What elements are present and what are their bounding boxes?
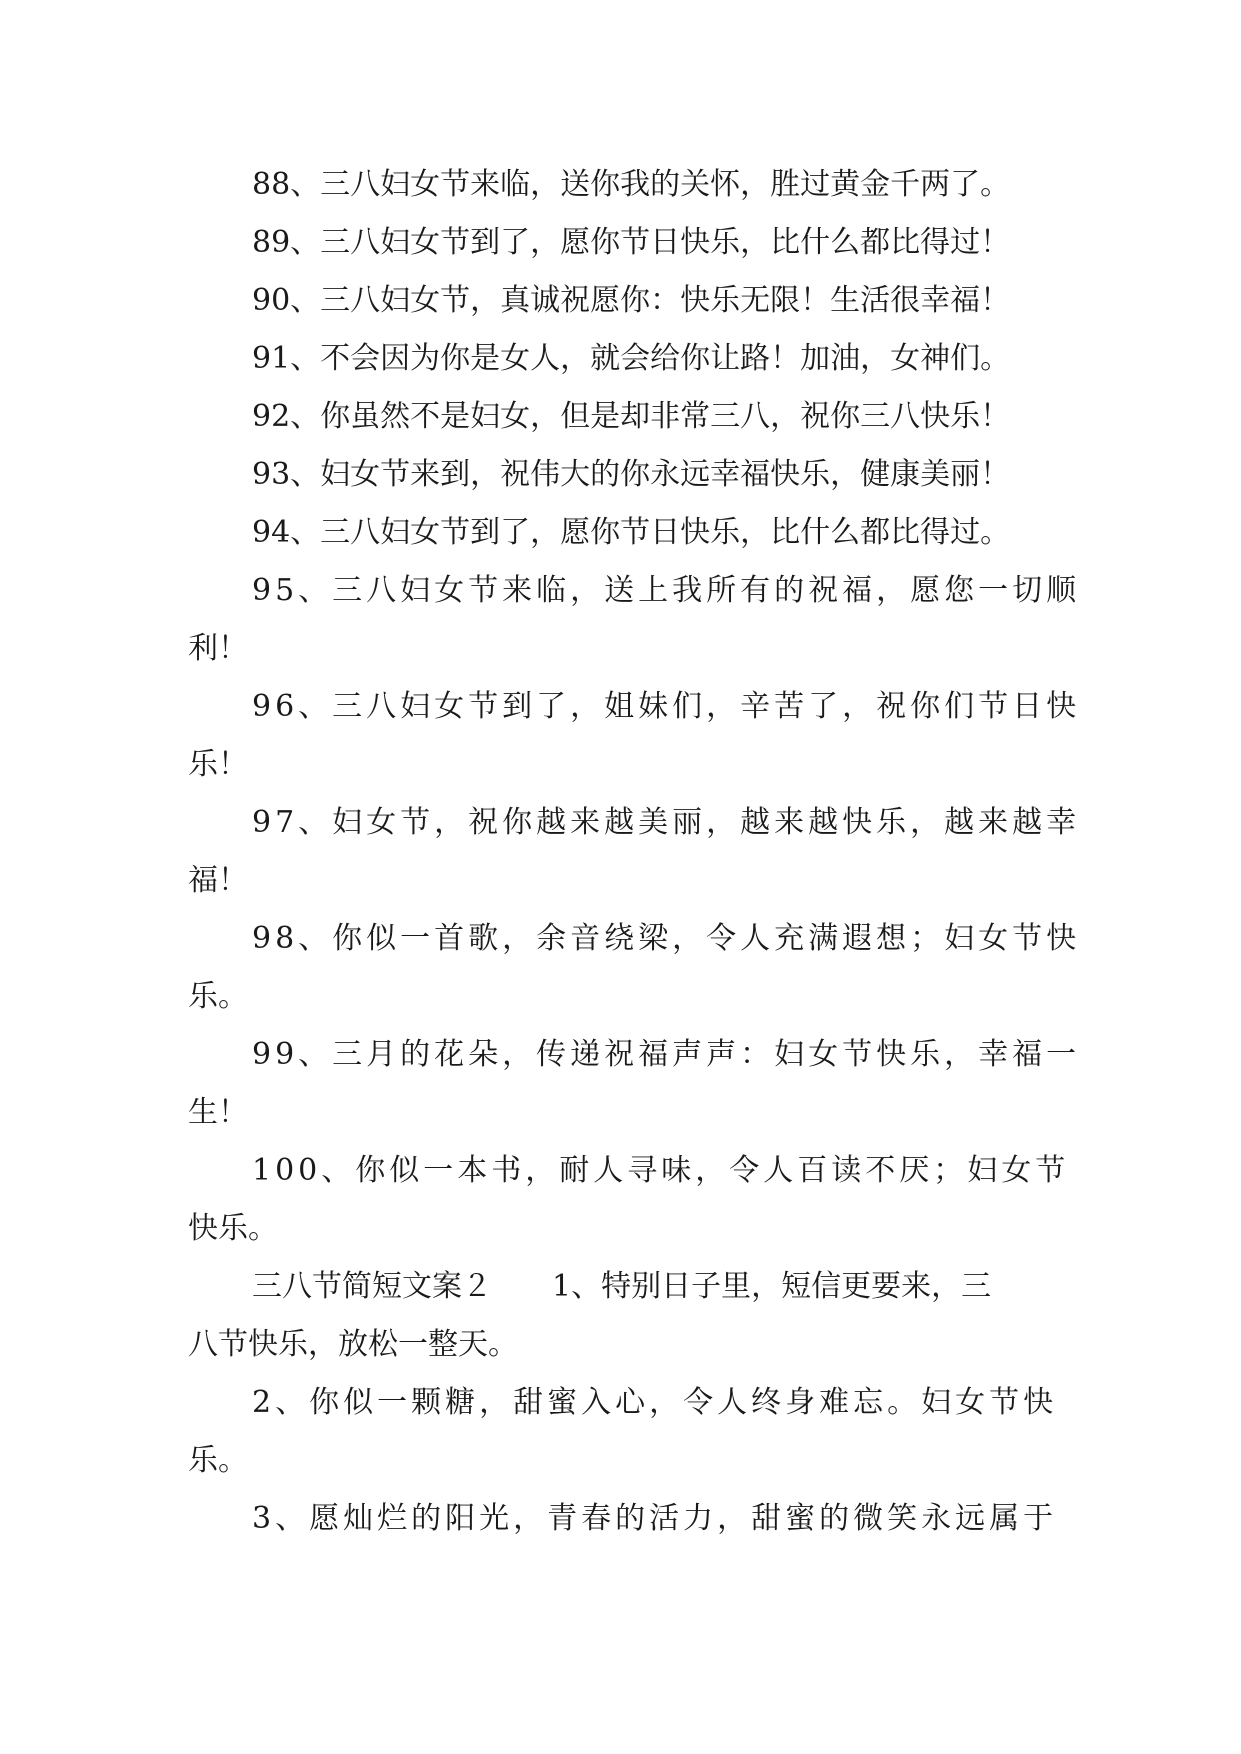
paragraph [188, 1374, 1056, 1490]
paragraph-line: 八节快乐，放松一整天。 [188, 1327, 518, 1362]
paragraph-line: 97、妇女节，祝你越来越美丽，越来越快乐，越来越幸 [252, 805, 1081, 840]
paragraph-line: 98、你似一首歌，余音绕梁，令人充满遐想；妇女节快 [252, 921, 1081, 956]
paragraph [188, 794, 1081, 910]
paragraph-line: 三八节简短文案２ 1、特别日子里，短信更要来，三 [252, 1269, 992, 1304]
paragraph-line: 100、你似一本书，耐人寻味，令人百读不厌；妇女节 [252, 1153, 1070, 1188]
text-line: 93、妇女节来到，祝伟大的你永远幸福快乐，健康美丽！ [252, 457, 1011, 492]
paragraph-line: 95、三八妇女节来临，送上我所有的祝福，愿您一切顺 [252, 573, 1081, 608]
text-line: 88、三八妇女节来临，送你我的关怀，胜过黄金千两了。 [252, 167, 1011, 202]
text-line: 94、三八妇女节到了，愿你节日快乐，比什么都比得过。 [252, 515, 1011, 550]
text-line: 90、三八妇女节，真诚祝愿你：快乐无限！生活很幸福！ [252, 283, 1011, 318]
paragraph [188, 562, 1081, 678]
paragraph-line: 99、三月的花朵，传递祝福声声：妇女节快乐，幸福一 [252, 1037, 1081, 1072]
paragraph-line: 快乐。 [188, 1211, 278, 1246]
paragraph [188, 1142, 1070, 1258]
text-line: 89、三八妇女节到了，愿你节日快乐，比什么都比得过！ [252, 225, 1011, 260]
paragraph-line: 生！ [188, 1095, 248, 1130]
paragraph-line: 乐。 [188, 1443, 248, 1478]
text-line: 92、你虽然不是妇女，但是却非常三八，祝你三八快乐！ [252, 399, 1011, 434]
paragraph [188, 678, 1081, 794]
paragraph-line: 乐。 [188, 979, 248, 1014]
paragraph-line: 乐！ [188, 747, 248, 782]
paragraph-line: 2、你似一颗糖，甜蜜入心，令人终身难忘。妇女节快 [252, 1385, 1058, 1420]
text-line: 91、不会因为你是女人，就会给你让路！加油，女神们。 [252, 341, 1011, 376]
paragraph-line: 利！ [188, 631, 248, 666]
text-line: 3、愿灿烂的阳光，青春的活力，甜蜜的微笑永远属于 [252, 1501, 1058, 1536]
paragraph-line: 96、三八妇女节到了，姐妹们，辛苦了，祝你们节日快 [252, 689, 1081, 724]
document-body [188, 156, 1081, 1548]
paragraph [188, 1258, 1056, 1374]
paragraph-line: 福！ [188, 863, 248, 898]
paragraph [188, 910, 1081, 1026]
paragraph [188, 1026, 1081, 1142]
